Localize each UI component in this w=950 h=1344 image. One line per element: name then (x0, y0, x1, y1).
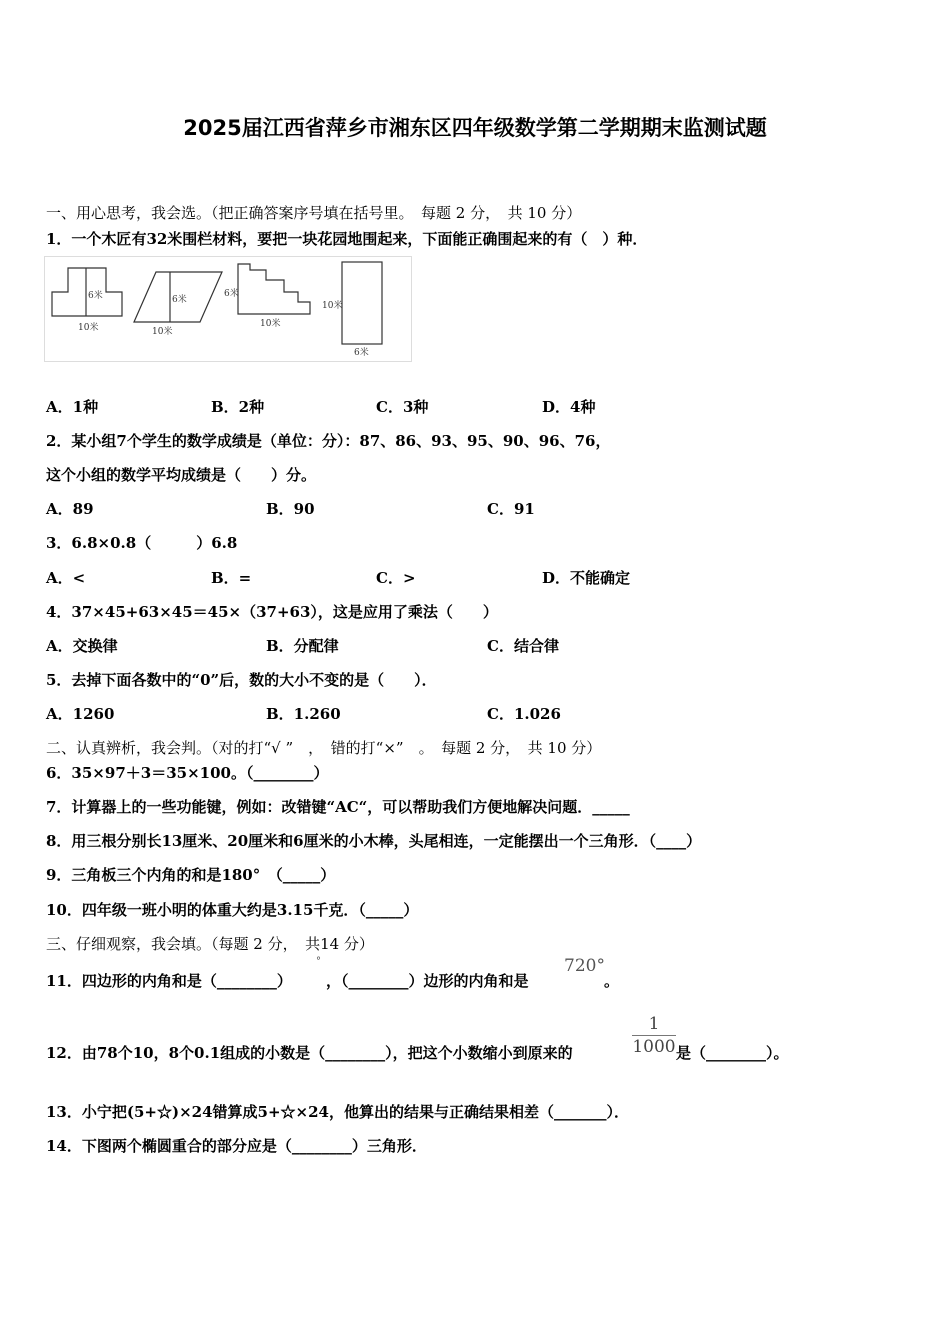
q11-degree-mark: ° (316, 956, 321, 967)
question-7: 7．计算器上的一些功能键，例如：改错键“AC“，可以帮助我们方便地解决问题．_____ (46, 798, 630, 816)
shape-1-stepped (52, 268, 122, 316)
question-6: 6．35×97＋3＝35×100。（________） (46, 764, 329, 782)
shape-2-width-label: 10米 (152, 327, 173, 337)
question-8: 8．用三根分别长13厘米、20厘米和6厘米的小木棒，头尾相连，一定能摆出一个三角形．（____） (46, 832, 702, 850)
q2-option-a: A．89 (46, 500, 94, 518)
shape-3-width-label: 10米 (260, 319, 281, 329)
q5-option-b: B．1.260 (266, 705, 341, 723)
q11-part1: 11．四边形的内角和是（________） (46, 972, 292, 990)
shape-3-staircase (238, 264, 310, 314)
shape-4-height-label: 10米 (322, 301, 343, 311)
question-2-continued: 这个小组的数学平均成绩是（ ）分。 (46, 466, 317, 484)
question-14: 14．下图两个椭圆重合的部分应是（________）三角形． (46, 1137, 427, 1155)
q5-option-a: A．1260 (46, 705, 115, 723)
section-3-heading: 三、仔细观察，我会填。（每题 2 分， 共14 分） (46, 935, 374, 953)
q2-option-b: B．90 (266, 500, 315, 518)
q1-option-c: C．3种 (376, 398, 429, 416)
question-3: 3．6.8×0.8（ ）6.8 (46, 534, 238, 552)
section-1-heading: 一、用心思考，我会选。（把正确答案序号填在括号里。 每题 2 分， 共 10 分） (46, 204, 582, 222)
q3-option-a: A．< (46, 569, 86, 587)
page-title: 2025届江西省萍乡市湘东区四年级数学第二学期期末监测试题 (183, 116, 767, 140)
question-10: 10．四年级一班小明的体重大约是3.15千克．（_____） (46, 901, 419, 919)
question-13: 13．小宁把(5+☆)×24错算成5+☆×24，他算出的结果与正确结果相差（_______）． (46, 1103, 629, 1121)
shape-4-width-label: 6米 (354, 348, 369, 358)
shape-1-width-label: 10米 (78, 323, 99, 333)
q3-option-c: C．> (376, 569, 416, 587)
q4-option-a: A．交换律 (46, 637, 118, 655)
question-9: 9．三角板三个内角的和是180° （_____） (46, 866, 336, 884)
shape-4-rectangle (342, 262, 382, 344)
q4-option-c: C．结合律 (487, 637, 559, 655)
shape-3-height-label: 6米 (224, 289, 239, 299)
q11-end: 。 (604, 972, 620, 990)
q1-option-b: B．2种 (211, 398, 265, 416)
q3-option-d: D．不能确定 (542, 569, 631, 587)
q1-option-a: A．1种 (46, 398, 99, 416)
question-2: 2．某小组7个学生的数学成绩是（单位：分）：87、86、93、95、90、96、76， (46, 432, 611, 450)
q1-option-d: D．4种 (542, 398, 596, 416)
question-5: 5．去掉下面各数中的“0”后，数的大小不变的是（ ）． (46, 671, 437, 689)
q11-value: 720° (564, 956, 605, 976)
question-4: 4．37×45+63×45＝45×（37+63），这是应用了乘法（ ） (46, 603, 498, 621)
q5-option-c: C．1.026 (487, 705, 561, 723)
question-11 (46, 970, 292, 991)
q12-fraction-denominator: 1000 (632, 1037, 676, 1057)
q12-fraction-numerator: 1 (632, 1014, 676, 1036)
q11-part2: ，（________）边形的内角和是 (326, 972, 529, 990)
question-1-figure (44, 256, 412, 362)
q12-fraction (632, 1014, 676, 1057)
q3-option-b: B．= (211, 569, 252, 587)
q2-option-c: C．91 (487, 500, 535, 518)
shape-1-height-label: 6米 (88, 291, 103, 301)
question-1: 1．一个木匠有32米围栏材料，要把一块花园地围起来，下面能正确围起来的有（ ）种． (46, 230, 648, 248)
q4-option-b: B．分配律 (266, 637, 339, 655)
question-12: 12．由78个10，8个0.1组成的小数是（________），把这个小数缩小到原来的 (46, 1044, 573, 1062)
shape-2-height-label: 6米 (172, 295, 187, 305)
section-2-heading: 二、认真辨析，我会判。（对的打“√ ” ， 错的打“×” 。 每题 2 分， 共 10 分） (46, 739, 602, 757)
question-12-end: 是（________）。 (676, 1044, 789, 1062)
